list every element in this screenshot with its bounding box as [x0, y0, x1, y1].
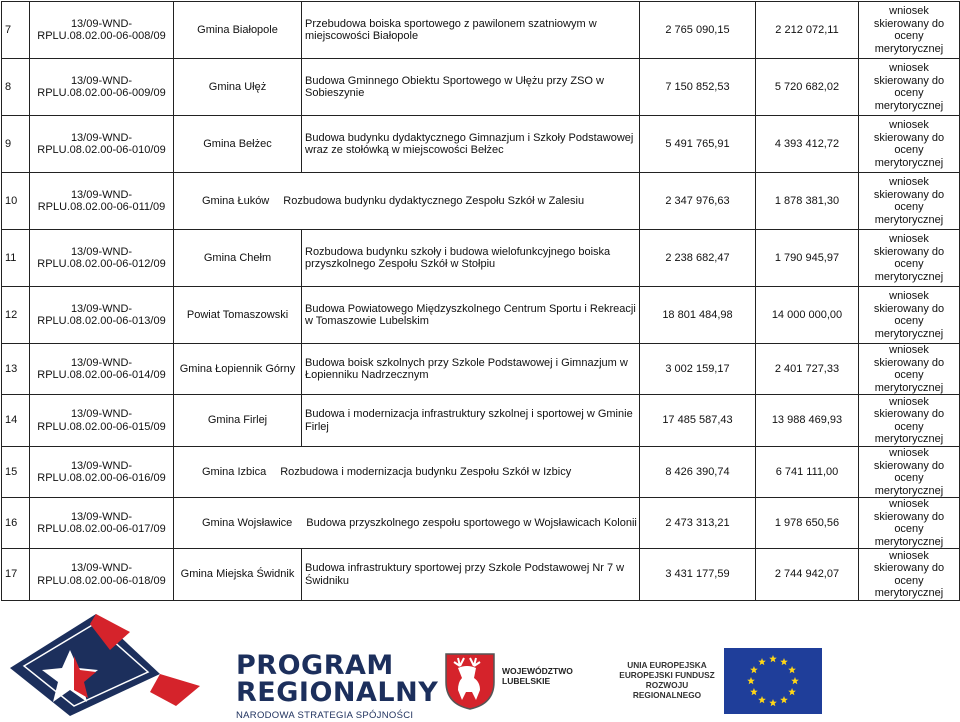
project-title: Rozbudowa budynku dydaktycznego Zespołu Szkół w Zalesiu [283, 194, 585, 207]
eu-fund-text [612, 660, 722, 700]
row-number: 8 [2, 59, 30, 116]
status-text: wniosek skierowany do oceny merytorycznej [859, 116, 960, 173]
beneficiary: Gmina Łuków [202, 194, 270, 207]
total-value: 17 485 587,43 [640, 395, 756, 447]
grant-value: 2 401 727,33 [756, 344, 859, 395]
projects-table-body [2, 2, 960, 601]
grant-value: 14 000 000,00 [756, 287, 859, 344]
project-title: Budowa przyszkolnego zespołu sportowego w Wojsławicach Kolonii [306, 516, 637, 529]
total-value: 2 473 313,21 [640, 498, 756, 549]
status-text: wniosek skierowany do oceny merytorycznej [859, 59, 960, 116]
row-number: 13 [2, 344, 30, 395]
program-regionalny-star-icon [10, 610, 230, 716]
row-number: 12 [2, 287, 30, 344]
status-text: wniosek skierowany do oceny merytorycznej [859, 230, 960, 287]
grant-value: 4 393 412,72 [756, 116, 859, 173]
table-row [2, 447, 960, 498]
status-text: wniosek skierowany do oceny merytorycznej [859, 287, 960, 344]
regionalny-text: REGIONALNY [236, 677, 439, 708]
beneficiary: Gmina Ułęż [174, 59, 302, 116]
ue-line3: ROZWOJU REGIONALNEGO [632, 680, 702, 700]
application-number: 13/09-WND-RPLU.08.02.00-06-009/09 [30, 59, 174, 116]
ue-line1: UNIA EUROPEJSKA [627, 660, 707, 670]
table-row [2, 287, 960, 344]
application-number: 13/09-WND-RPLU.08.02.00-06-018/09 [30, 549, 174, 601]
row-number: 15 [2, 447, 30, 498]
grant-value: 1 878 381,30 [756, 173, 859, 230]
wojewodztwo-text [502, 666, 573, 686]
projects-table [1, 1, 960, 601]
total-value: 7 150 852,53 [640, 59, 756, 116]
project-title: Rozbudowa budynku szkoły i budowa wielofunkcyjnego boiska przyszkolnego Zespołu Szkół w Stołpiu [302, 230, 640, 287]
project-title: Rozbudowa i modernizacja budynku Zespołu Szkół w Izbicy [280, 465, 572, 478]
grant-value: 2 744 942,07 [756, 549, 859, 601]
strategy-text: NARODOWA STRATEGIA SPÓJNOŚCI [236, 710, 414, 721]
footer-logos [0, 604, 960, 722]
table-row [2, 173, 960, 230]
total-value: 2 238 682,47 [640, 230, 756, 287]
beneficiary: Gmina Miejska Świdnik [174, 549, 302, 601]
table-row [2, 116, 960, 173]
program-regionalny-wordmark [236, 652, 438, 721]
application-number: 13/09-WND-RPLU.08.02.00-06-013/09 [30, 287, 174, 344]
beneficiary: Gmina Bełżec [174, 116, 302, 173]
status-text: wniosek skierowany do oceny merytorycznej [859, 344, 960, 395]
table-row [2, 2, 960, 59]
application-number: 13/09-WND-RPLU.08.02.00-06-017/09 [30, 498, 174, 549]
grant-value: 6 741 111,00 [756, 447, 859, 498]
application-number: 13/09-WND-RPLU.08.02.00-06-010/09 [30, 116, 174, 173]
table-row [2, 344, 960, 395]
status-text: wniosek skierowany do oceny merytorycznej [859, 173, 960, 230]
application-number: 13/09-WND-RPLU.08.02.00-06-015/09 [30, 395, 174, 447]
application-number: 13/09-WND-RPLU.08.02.00-06-014/09 [30, 344, 174, 395]
application-number: 13/09-WND-RPLU.08.02.00-06-012/09 [30, 230, 174, 287]
application-number: 13/09-WND-RPLU.08.02.00-06-016/09 [30, 447, 174, 498]
status-text: wniosek skierowany do oceny merytorycznej [859, 447, 960, 498]
table-row [2, 549, 960, 601]
eu-flag-icon [724, 648, 822, 714]
ue-line2: EUROPEJSKI FUNDUSZ [619, 670, 715, 680]
beneficiary: Gmina Łopiennik Górny [174, 344, 302, 395]
table-row [2, 498, 960, 549]
project-title: Budowa budynku dydaktycznego Gimnazjum i Szkoły Podstawowej wraz ze stołówką w miejscowości Bełżec [302, 116, 640, 173]
total-value: 5 491 765,91 [640, 116, 756, 173]
project-title: Przebudowa boiska sportowego z pawilonem szatniowym w miejscowości Białopole [302, 2, 640, 59]
status-text: wniosek skierowany do oceny merytorycznej [859, 549, 960, 601]
row-number: 7 [2, 2, 30, 59]
project-title: Budowa infrastruktury sportowej przy Szkole Podstawowej Nr 7 w Świdniku [302, 549, 640, 601]
row-number: 10 [2, 173, 30, 230]
row-number: 11 [2, 230, 30, 287]
beneficiary: Gmina Białopole [174, 2, 302, 59]
project-title: Budowa Gminnego Obiektu Sportowego w Ułężu przy ZSO w Sobieszynie [302, 59, 640, 116]
row-number: 17 [2, 549, 30, 601]
beneficiary: Gmina Firlej [174, 395, 302, 447]
beneficiary-title-merged [174, 447, 640, 498]
grant-value: 13 988 469,93 [756, 395, 859, 447]
total-value: 2 347 976,63 [640, 173, 756, 230]
total-value: 3 002 159,17 [640, 344, 756, 395]
program-text: PROGRAM [236, 650, 394, 681]
woj-line1: WOJEWÓDZTWO [502, 666, 573, 676]
row-number: 9 [2, 116, 30, 173]
table-row [2, 395, 960, 447]
row-number: 14 [2, 395, 30, 447]
beneficiary: Gmina Wojsławice [202, 516, 293, 529]
beneficiary: Gmina Chełm [174, 230, 302, 287]
project-title: Budowa Powiatowego Międzyszkolnego Centrum Sportu i Rekreacji w Tomaszowie Lubelskim [302, 287, 640, 344]
woj-line2: LUBELSKIE [502, 676, 551, 686]
total-value: 8 426 390,74 [640, 447, 756, 498]
total-value: 18 801 484,98 [640, 287, 756, 344]
project-title: Budowa i modernizacja infrastruktury szkolnej i sportowej w Gminie Firlej [302, 395, 640, 447]
application-number: 13/09-WND-RPLU.08.02.00-06-008/09 [30, 2, 174, 59]
beneficiary: Gmina Izbica [202, 465, 267, 478]
grant-value: 1 790 945,97 [756, 230, 859, 287]
status-text: wniosek skierowany do oceny merytorycznej [859, 2, 960, 59]
table-row [2, 230, 960, 287]
total-value: 2 765 090,15 [640, 2, 756, 59]
grant-value: 2 212 072,11 [756, 2, 859, 59]
project-title: Budowa boisk szkolnych przy Szkole Podstawowej i Gimnazjum w Łopienniku Nadrzecznym [302, 344, 640, 395]
deer-crest-icon [444, 652, 496, 710]
application-number: 13/09-WND-RPLU.08.02.00-06-011/09 [30, 173, 174, 230]
grant-value: 5 720 682,02 [756, 59, 859, 116]
row-number: 16 [2, 498, 30, 549]
status-text: wniosek skierowany do oceny merytorycznej [859, 395, 960, 447]
status-text: wniosek skierowany do oceny merytorycznej [859, 498, 960, 549]
grant-value: 1 978 650,56 [756, 498, 859, 549]
beneficiary-title-merged [174, 173, 640, 230]
wojewodztwo-logo [440, 652, 590, 712]
beneficiary-title-merged [174, 498, 640, 549]
total-value: 3 431 177,59 [640, 549, 756, 601]
table-row [2, 59, 960, 116]
beneficiary: Powiat Tomaszowski [174, 287, 302, 344]
